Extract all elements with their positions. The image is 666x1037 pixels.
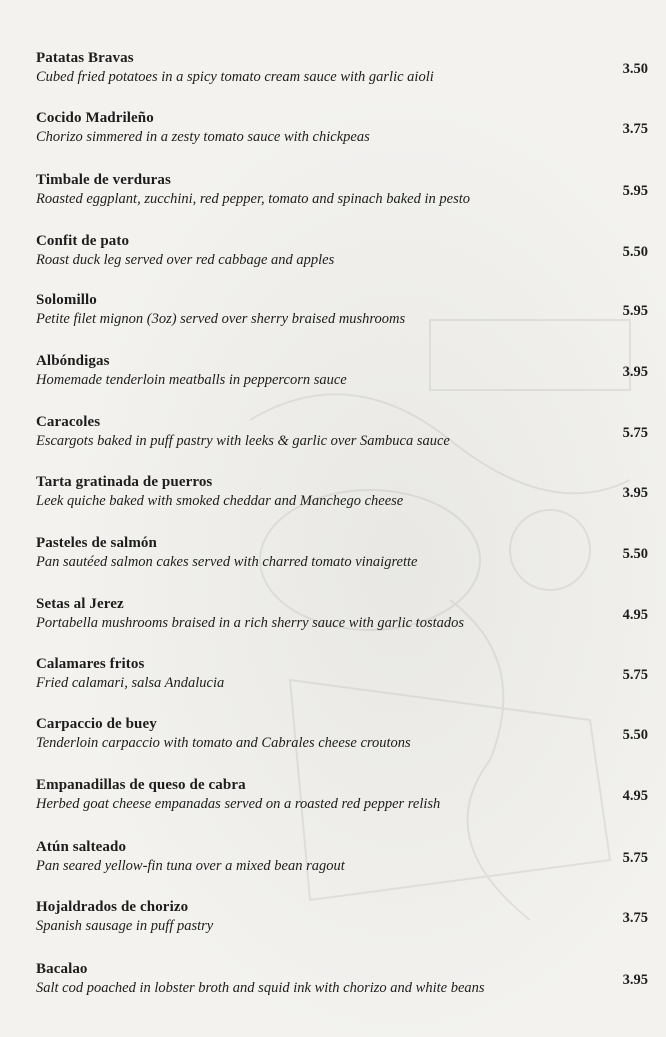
menu-item-name: Pasteles de salmón bbox=[36, 535, 157, 551]
menu-item-description: Tenderloin carpaccio with tomato and Cabrales cheese croutons bbox=[36, 735, 411, 751]
menu-item-price: 5.95 bbox=[622, 303, 648, 319]
menu-item-description: Cubed fried potatoes in a spicy tomato cream sauce with garlic aioli bbox=[36, 69, 434, 85]
menu-item-price: 5.75 bbox=[622, 667, 648, 683]
menu-item-name: Patatas Bravas bbox=[36, 50, 134, 66]
menu-item-name: Caracoles bbox=[36, 414, 101, 430]
menu-item-description: Petite filet mignon (3oz) served over sherry braised mushrooms bbox=[36, 311, 406, 327]
menu-item-description: Pan seared yellow-fin tuna over a mixed bean ragout bbox=[36, 858, 345, 874]
menu-item-name: Bacalao bbox=[36, 961, 88, 977]
menu-item bbox=[36, 777, 648, 825]
menu-item-price: 3.95 bbox=[622, 972, 648, 988]
menu-item-price: 3.75 bbox=[622, 121, 648, 137]
menu-item-description: Homemade tenderloin meatballs in peppercorn sauce bbox=[36, 372, 347, 388]
menu-item-name: Timbale de verduras bbox=[36, 172, 171, 188]
menu-item-name: Atún salteado bbox=[36, 839, 127, 855]
menu-item bbox=[36, 110, 648, 158]
menu-item bbox=[36, 353, 648, 401]
menu-item-name: Hojaldrados de chorizo bbox=[36, 899, 189, 915]
menu-item bbox=[36, 899, 648, 947]
menu-item-description: Salt cod poached in lobster broth and squid ink with chorizo and white beans bbox=[36, 980, 485, 996]
menu-item bbox=[36, 535, 648, 583]
menu-item-name: Setas al Jerez bbox=[36, 596, 124, 612]
menu-item-description: Pan sautéed salmon cakes served with charred tomato vinaigrette bbox=[36, 554, 418, 570]
menu-item bbox=[36, 172, 648, 220]
menu-item bbox=[36, 839, 648, 887]
menu-item-description: Escargots baked in puff pastry with leeks & garlic over Sambuca sauce bbox=[36, 433, 450, 449]
menu-item-name: Calamares fritos bbox=[36, 656, 145, 672]
menu-item-description: Spanish sausage in puff pastry bbox=[36, 918, 214, 934]
menu-item-price: 4.95 bbox=[622, 607, 648, 623]
menu-item bbox=[36, 292, 648, 340]
menu-item-price: 5.50 bbox=[622, 727, 648, 743]
menu-item-price: 4.95 bbox=[622, 788, 648, 804]
menu-item-price: 3.50 bbox=[622, 61, 648, 77]
menu-item-price: 3.75 bbox=[622, 910, 648, 926]
menu-item-price: 5.50 bbox=[622, 546, 648, 562]
menu-item-description: Roasted eggplant, zucchini, red pepper, tomato and spinach baked in pesto bbox=[36, 191, 470, 207]
menu-item-name: Cocido Madrileño bbox=[36, 110, 154, 126]
menu-item bbox=[36, 50, 648, 98]
menu-item-name: Tarta gratinada de puerros bbox=[36, 474, 213, 490]
menu-item-description: Roast duck leg served over red cabbage and apples bbox=[36, 252, 335, 268]
menu-item-price: 5.75 bbox=[622, 850, 648, 866]
menu-item bbox=[36, 414, 648, 462]
menu-item-description: Fried calamari, salsa Andalucia bbox=[36, 675, 225, 691]
menu-item bbox=[36, 596, 648, 644]
menu-item bbox=[36, 961, 648, 1009]
menu-item bbox=[36, 474, 648, 522]
menu-item-description: Chorizo simmered in a zesty tomato sauce with chickpeas bbox=[36, 129, 370, 145]
menu-item-name: Confit de pato bbox=[36, 233, 130, 249]
menu-item bbox=[36, 656, 648, 704]
menu-item-description: Leek quiche baked with smoked cheddar and Manchego cheese bbox=[36, 493, 404, 509]
menu-item-name: Solomillo bbox=[36, 292, 97, 308]
menu-item-description: Herbed goat cheese empanadas served on a roasted red pepper relish bbox=[36, 796, 441, 812]
menu-item-name: Empanadillas de queso de cabra bbox=[36, 777, 246, 793]
menu-item-price: 3.95 bbox=[622, 485, 648, 501]
menu-item-name: Carpaccio de buey bbox=[36, 716, 157, 732]
menu-item-price: 5.50 bbox=[622, 244, 648, 260]
menu-item-description: Portabella mushrooms braised in a rich sherry sauce with garlic tostados bbox=[36, 615, 465, 631]
menu-item-price: 5.95 bbox=[622, 183, 648, 199]
menu-item-price: 5.75 bbox=[622, 425, 648, 441]
menu-item-name: Albóndigas bbox=[36, 353, 110, 369]
menu-item-price: 3.95 bbox=[622, 364, 648, 380]
menu-item bbox=[36, 716, 648, 764]
menu-item bbox=[36, 233, 648, 281]
